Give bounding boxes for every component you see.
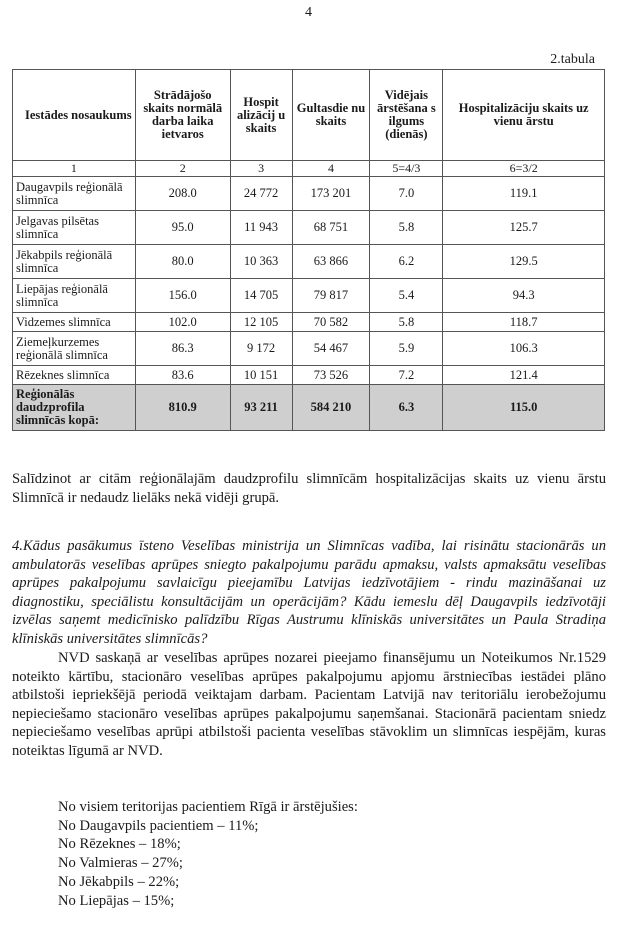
table-row bbox=[13, 332, 605, 366]
patient-share-list bbox=[58, 798, 358, 910]
row-staff: 95.0 bbox=[135, 211, 230, 245]
column-number: 1 bbox=[13, 161, 136, 177]
table-caption: 2.tabula bbox=[550, 52, 595, 67]
row-per-doctor: 125.7 bbox=[443, 211, 605, 245]
row-bed-days: 63 866 bbox=[292, 245, 370, 279]
row-avg-length: 6.2 bbox=[370, 245, 443, 279]
column-number: 5=4/3 bbox=[370, 161, 443, 177]
row-name: Ziemeļkurzemes reģionālā slimnīca bbox=[13, 332, 136, 366]
column-number: 4 bbox=[292, 161, 370, 177]
row-hospitalizations: 10 363 bbox=[230, 245, 292, 279]
table-row bbox=[13, 245, 605, 279]
row-staff: 156.0 bbox=[135, 279, 230, 313]
row-avg-length: 5.4 bbox=[370, 279, 443, 313]
row-bed-days: 79 817 bbox=[292, 279, 370, 313]
row-name: Vidzemes slimnīca bbox=[13, 313, 136, 332]
table-row bbox=[13, 313, 605, 332]
column-number: 6=3/2 bbox=[443, 161, 605, 177]
row-name: Liepājas reģionālā slimnīca bbox=[13, 279, 136, 313]
total-avg-length: 6.3 bbox=[370, 385, 443, 431]
list-item: No visiem teritorijas pacientiem Rīgā ir ārstējušies: bbox=[58, 799, 358, 815]
table-total-row bbox=[13, 385, 605, 431]
list-item: No Liepājas – 15%; bbox=[58, 892, 175, 909]
row-avg-length: 7.2 bbox=[370, 366, 443, 385]
row-hospitalizations: 14 705 bbox=[230, 279, 292, 313]
row-hospitalizations: 11 943 bbox=[230, 211, 292, 245]
header-avg-treatment-length: Vidējais ārstēšana s ilgums (dienās) bbox=[370, 70, 443, 161]
total-per-doctor: 115.0 bbox=[443, 385, 605, 431]
row-name: Daugavpils reģionālā slimnīca bbox=[13, 177, 136, 211]
table-row bbox=[13, 366, 605, 385]
row-name: Jēkabpils reģionālā slimnīca bbox=[13, 245, 136, 279]
row-hospitalizations: 12 105 bbox=[230, 313, 292, 332]
row-staff: 208.0 bbox=[135, 177, 230, 211]
question-paragraph: 4.Kādus pasākumus īsteno Veselības ministrija un Slimnīcas vadība, lai risinātu stacionārās un ambulatorās veselības aprūpes sniegto pakalpojumu parādu apmaksu, valsts apmaksātu veselības aprūpes pakalpojumu savlaicīgu pieejamību Latvijas iedzīvotājiem - rindu mazināšanai uz diagnostiku, speciālistu konsultācijām un operācijām? Kādu iemeslu dēļ Daugavpils iedzīvotāji izvēlas saņemt medicīnisko palīdzību Rīgas Austrumu klīniskās universitātes un Paula Stradiņa klīniskās universitātes slimnīcās? bbox=[12, 538, 606, 647]
row-name: Jelgavas pilsētas slimnīca bbox=[13, 211, 136, 245]
table-row bbox=[13, 177, 605, 211]
header-institution-name: Iestādes nosaukums bbox=[13, 70, 136, 161]
list-item: No Rēzeknes – 18%; bbox=[58, 836, 181, 853]
hospital-statistics-table bbox=[12, 69, 605, 431]
row-hospitalizations: 10 151 bbox=[230, 366, 292, 385]
row-per-doctor: 94.3 bbox=[443, 279, 605, 313]
row-hospitalizations: 9 172 bbox=[230, 332, 292, 366]
row-per-doctor: 106.3 bbox=[443, 332, 605, 366]
header-hospitalizations-per-doctor: Hospitalizāciju skaits uz vienu ārstu bbox=[443, 70, 605, 161]
list-item: No Jēkabpils – 22%; bbox=[58, 873, 180, 890]
column-number: 3 bbox=[230, 161, 292, 177]
row-avg-length: 5.8 bbox=[370, 211, 443, 245]
row-name: Rēzeknes slimnīca bbox=[13, 366, 136, 385]
row-bed-days: 173 201 bbox=[292, 177, 370, 211]
row-per-doctor: 118.7 bbox=[443, 313, 605, 332]
header-bed-days: Gultasdie nu skaits bbox=[292, 70, 370, 161]
total-bed-days: 584 210 bbox=[292, 385, 370, 431]
total-hospitalizations: 93 211 bbox=[230, 385, 292, 431]
row-bed-days: 68 751 bbox=[292, 211, 370, 245]
total-staff: 810.9 bbox=[135, 385, 230, 431]
row-per-doctor: 129.5 bbox=[443, 245, 605, 279]
page-number: 4 bbox=[305, 5, 312, 20]
row-bed-days: 70 582 bbox=[292, 313, 370, 332]
table-header-row bbox=[13, 70, 605, 161]
answer-paragraph: NVD saskaņā ar veselības aprūpes nozarei pieejamo finansējumu un Noteikumos Nr.1529 noteikto kārtību, stacionāro veselības aprūpes pakalpojumu apjomu ārstniecības iestādei plāno atbilstoši iepriekšējā periodā veiktajam darbam. Pacientam Latvijā nav teritoriālu ierobežojumu nepieciešamo stacionāro veselības aprūpes pakalpojumu saņemšanai. Stacionārā pacientam sniedz nepieciešamo veselības aprūpi atbilstoši pacienta veselības stāvoklim un slimnīcas iespējām, kuras noteiktas līgumā ar NVD. bbox=[12, 650, 606, 759]
header-hospitalization-count: Hospit alizācij u skaits bbox=[230, 70, 292, 161]
total-name: Reģionālās daudzprofila slimnīcās kopā: bbox=[13, 385, 136, 431]
column-number: 2 bbox=[135, 161, 230, 177]
table-row bbox=[13, 279, 605, 313]
row-staff: 83.6 bbox=[135, 366, 230, 385]
row-hospitalizations: 24 772 bbox=[230, 177, 292, 211]
row-avg-length: 5.8 bbox=[370, 313, 443, 332]
list-item: No Daugavpils pacientiem – 11%; bbox=[58, 817, 259, 834]
row-per-doctor: 121.4 bbox=[443, 366, 605, 385]
row-per-doctor: 119.1 bbox=[443, 177, 605, 211]
header-staff-count: Strādājošo skaits normālā darba laika ietvaros bbox=[135, 70, 230, 161]
row-staff: 80.0 bbox=[135, 245, 230, 279]
row-avg-length: 7.0 bbox=[370, 177, 443, 211]
row-bed-days: 54 467 bbox=[292, 332, 370, 366]
row-avg-length: 5.9 bbox=[370, 332, 443, 366]
comparison-paragraph: Salīdzinot ar citām reģionālajām daudzprofilu slimnīcām hospitalizācijas skaits uz vienu ārstu Slimnīcā ir nedaudz lielāks nekā vidēji grupā. bbox=[12, 471, 606, 506]
column-number-row bbox=[13, 161, 605, 177]
list-item: No Valmieras – 27%; bbox=[58, 855, 183, 872]
row-staff: 102.0 bbox=[135, 313, 230, 332]
row-staff: 86.3 bbox=[135, 332, 230, 366]
table-row bbox=[13, 211, 605, 245]
row-bed-days: 73 526 bbox=[292, 366, 370, 385]
